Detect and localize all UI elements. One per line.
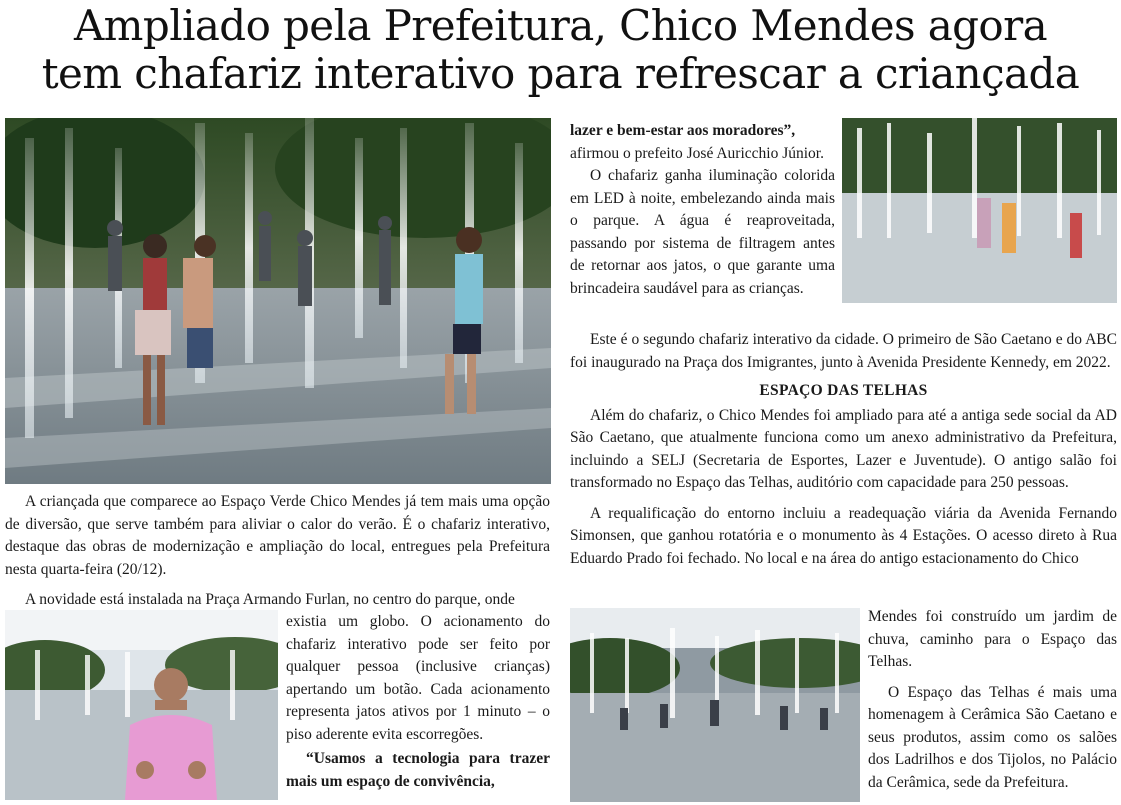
fountain-photo-bottom-right: [570, 608, 860, 802]
fountain-photo-top-right: [842, 118, 1117, 303]
col2-paragraph-6: O Espaço das Telhas é mais uma homenagem à Cerâmica São Caetano e seus produtos, assim como os salões dos Ladrilhos e dos Tijolos, no Palácio da Cerâmica, sede da Prefeitura.: [868, 683, 1117, 791]
quote-end: lazer e bem-estar aos moradores”,: [570, 122, 796, 139]
section-subheading: ESPAÇO DAS TELHAS: [759, 382, 928, 399]
col1-beside-photo-text: [286, 611, 550, 793]
mayor-photo: [5, 610, 278, 800]
col2-paragraph-2: Este é o segundo chafariz interativo da cidade. O primeiro de São Caetano e do ABC foi inaugurado na Praça dos Imigrantes, junto à Avenida Presidente Kennedy, em 2022.: [570, 331, 1117, 371]
col1-paragraph-2: A novidade está instalada na Praça Armando Furlan, no centro do parque, onde: [25, 591, 515, 608]
col2-paragraph-5: Mendes foi construído um jardim de chuva, caminho para o Espaço das Telhas.: [868, 608, 1117, 670]
headline: [0, 2, 1121, 98]
col2-top-text: [570, 120, 835, 300]
col2-paragraph-3: Além do chafariz, o Chico Mendes foi ampliado para até a antiga sede social da AD São Caetano, que atualmente funciona como um anexo administrativo da Prefeitura, incluindo a SELJ (Secretaria de Esportes, Lazer e Juventude). O antigo salão foi transformado no Espaço das Telhas, auditório com capacidade para 250 pessoas.: [570, 406, 1117, 491]
col2-bottom-text: [868, 606, 1117, 794]
col2-paragraph-1: O chafariz ganha iluminação colorida em LED à noite, embelezando ainda mais o parque. A água é reaproveitada, passando por sistema de filtragem antes de retornar aos jatos, o que garante uma brincadeira saudável para as crianças.: [570, 167, 835, 297]
main-fountain-photo: [5, 118, 551, 484]
quote-start: “Usamos a tecnologia para trazer mais um espaço de convivência,: [286, 750, 550, 790]
col1-top-text: [5, 491, 550, 612]
col2-paragraph-4: A requalificação do entorno incluiu a readequação viária da Avenida Fernando Simonsen, que ganhou rotatória e o monumento às 4 Estações. O acesso direto à Rua Eduardo Prado foi fechado. No local e na área do antigo estacionamento do Chico: [570, 504, 1117, 567]
col1-paragraph-1: A criançada que comparece ao Espaço Verde Chico Mendes já tem mais uma opção de diversão, que serve também para aliviar o calor do verão. É o chafariz interativo, destaque das obras de modernização e ampliação do local, entregues pela Prefeitura nesta quarta-feira (20/12).: [5, 493, 550, 578]
headline-line-1: Ampliado pela Prefeitura, Chico Mendes agora: [73, 1, 1048, 50]
quote-attribution: afirmou o prefeito José Auricchio Júnior.: [570, 144, 824, 162]
col1-paragraph-3: existia um globo. O acionamento do chafariz interativo pode ser feito por qualquer pessoa (inclusive crianças) apertando um botão. Cada acionamento representa jatos ativos por 1 minuto – o piso aderente evita escorregões.: [286, 613, 550, 743]
col2-mid-text: [570, 329, 1117, 570]
headline-line-2: tem chafariz interativo para refrescar a criançada: [41, 49, 1080, 98]
